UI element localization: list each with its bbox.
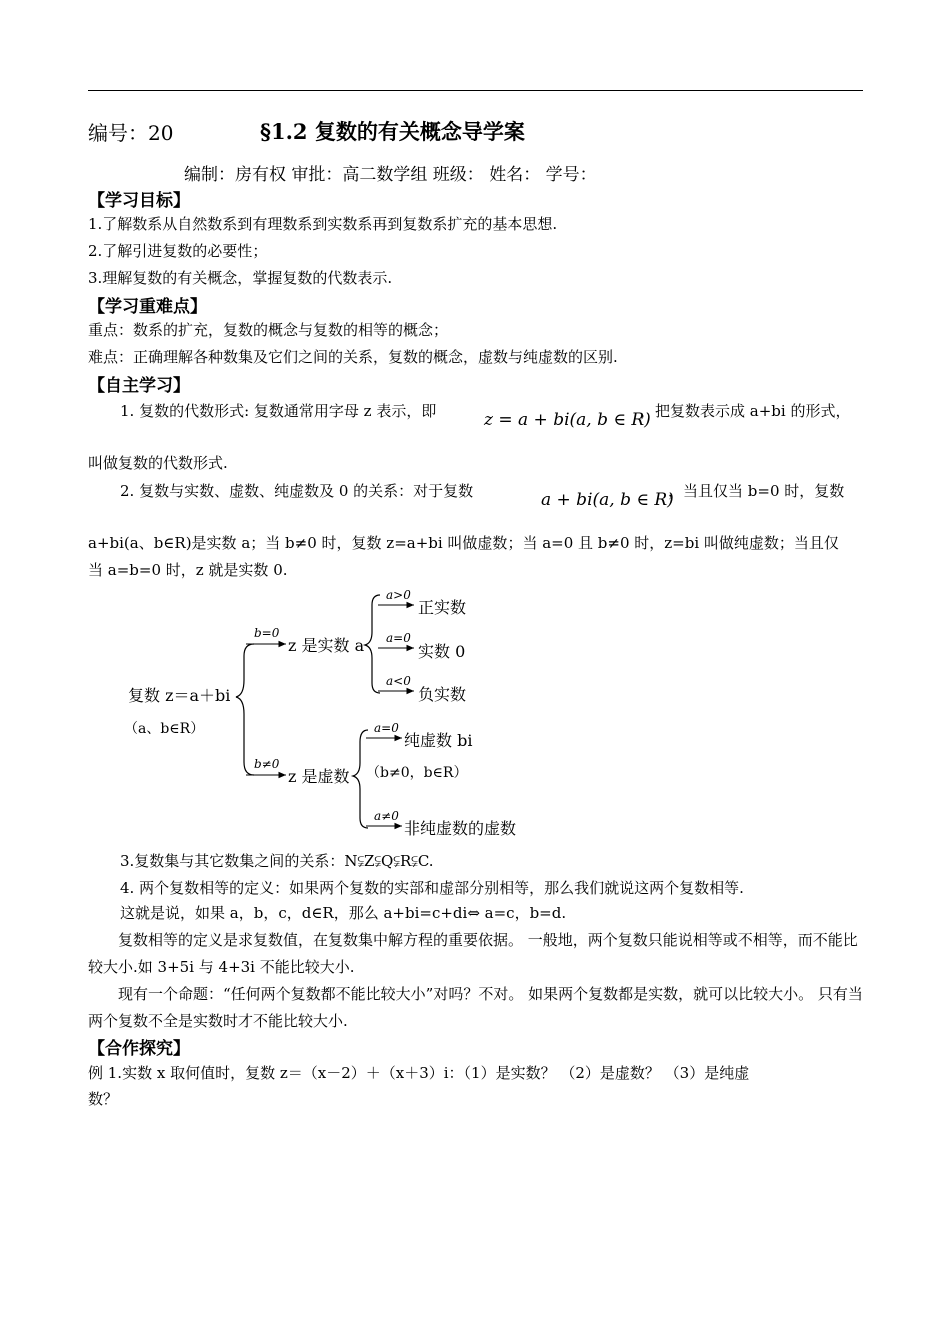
- p2-text-d: 当 a=b=0 时，z 就是实数 0.: [88, 561, 288, 579]
- cooperation-heading: 【合作探究】: [88, 1039, 190, 1059]
- p2-formula: a + bi(a, b ∈ R): [541, 490, 674, 510]
- editor-line: 编制：房有权 审批：高二数学组 班级： 姓名： 学号：: [184, 165, 597, 185]
- example-1-line-b: 数？: [88, 1090, 119, 1108]
- cond-positive: a>0: [386, 588, 411, 602]
- self-study-heading: 【自主学习】: [88, 376, 190, 396]
- node-zero: 实数 0: [418, 642, 466, 661]
- p4-text-a: 4. 两个复数相等的定义：如果两个复数的实部和虚部分别相等，那么我们就说这两个复数相等.: [120, 879, 744, 897]
- node-negative: 负实数: [418, 685, 467, 704]
- p1-text-a: 1. 复数的代数形式: 复数通常用字母 z 表示，即: [120, 402, 437, 420]
- goals-heading: 【学习目标】: [88, 191, 190, 211]
- difficult-point: 难点：正确理解各种数集及它们之间的关系，复数的概念，虚数与纯虚数的区别.: [88, 348, 618, 366]
- goal-item: 2.了解引进复数的必要性；: [88, 242, 268, 260]
- p2-text-c: a+bi(a、b∈R)是实数 a；当 b≠0 时，复数 z=a+bi 叫做虚数；当 a=0 且 b≠0 时，z=bi 叫做纯虚数；当且仅: [88, 534, 839, 552]
- cond-nonpure: a≠0: [374, 809, 399, 823]
- page-title: §1.2 复数的有关概念导学案: [260, 119, 525, 144]
- doc-number: 编号：20: [88, 121, 174, 145]
- top-rule: [88, 90, 863, 91]
- node-pure-cond: （b≠0，b∈R）: [366, 765, 468, 781]
- node-real: z 是实数 a: [288, 636, 365, 655]
- goal-item: 3.理解复数的有关概念，掌握复数的代数表示.: [88, 269, 393, 287]
- p1-text-c: 叫做复数的代数形式.: [88, 454, 228, 472]
- p4-text-b: 这就是说，如果 a，b，c，d∈R，那么 a+bi=c+di⇔ a=c，b=d.: [120, 904, 567, 922]
- p3-text: 3.复数集与其它数集之间的关系：N⫋Z⫋Q⫋R⫋C.: [120, 852, 434, 870]
- p1-text-b: ，把复数表示成 a+bi 的形式，: [640, 402, 851, 420]
- p1-formula: z = a + bi(a, b ∈ R): [484, 410, 651, 430]
- cond-negative: a<0: [386, 674, 411, 688]
- node-positive: 正实数: [418, 598, 467, 617]
- node-imaginary: z 是虚数: [288, 767, 350, 786]
- p6-text: 现有一个命题：“任何两个复数都不能比较大小”对吗？不对。 如果两个复数都是实数，就可以比较大小。 只有当两个复数不全是实数时才不能比较大小.: [88, 985, 863, 1030]
- diagram-root: 复数 z＝a＋bi: [128, 686, 231, 705]
- cond-real: b=0: [254, 626, 280, 640]
- cond-pure: a=0: [374, 721, 399, 735]
- p2-text-b: ，当且仅当 b=0 时，复数: [668, 482, 845, 500]
- cond-zero: a=0: [386, 631, 411, 645]
- classification-diagram: [0, 580, 950, 845]
- p5-text: 复数相等的定义是求复数值，在复数集中解方程的重要依据。 一般地，两个复数只能说相等或不相等，而不能比较大小.如 3+5i 与 4+3i 不能比较大小.: [88, 931, 858, 976]
- important-point: 重点：数系的扩充，复数的概念与复数的相等的概念；: [88, 321, 449, 339]
- goal-item: 1.了解数系从自然数系到有理数系到实数系再到复数系扩充的基本思想.: [88, 215, 558, 233]
- keypoints-heading: 【学习重难点】: [88, 297, 207, 317]
- p2-text-a: 2. 复数与实数、虚数、纯虚数及 0 的关系：对于复数: [120, 482, 474, 500]
- node-pure: 纯虚数 bi: [404, 731, 473, 750]
- diagram-root-cond: （a、b∈R）: [124, 721, 205, 737]
- cond-imaginary: b≠0: [254, 757, 280, 771]
- example-1-line-a: 例 1.实数 x 取何值时，复数 z＝（x－2）＋（x＋3）i：（1）是实数？ （2）是虚数？ （3）是纯虚: [88, 1064, 750, 1082]
- node-nonpure: 非纯虚数的虚数: [404, 819, 517, 838]
